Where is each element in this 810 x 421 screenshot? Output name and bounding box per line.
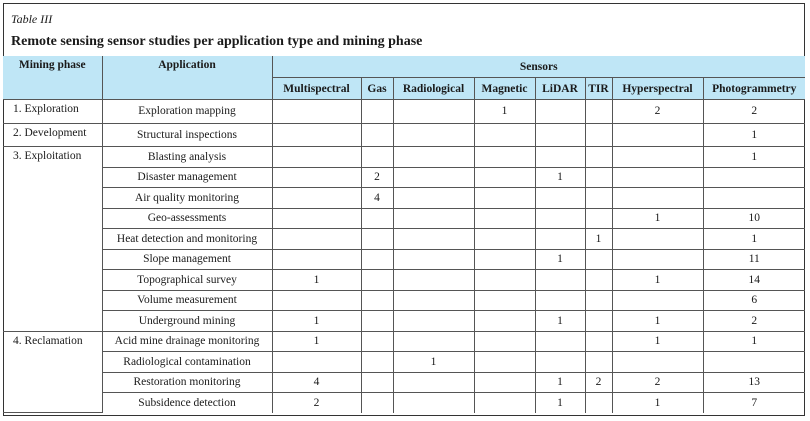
count-cell-radiological: [393, 372, 474, 393]
count-cell-multispectral: [272, 249, 361, 270]
count-cell-radiological: [393, 331, 474, 352]
count-cell-hyperspectral: [612, 290, 703, 311]
count-cell-photogrammetry: 14: [703, 270, 805, 291]
header-sensor-photogrammetry: Photogrammetry: [703, 78, 805, 100]
header-sensor-multispectral: Multispectral: [272, 78, 361, 100]
count-cell-lidar: 1: [535, 372, 585, 393]
count-cell-lidar: [535, 229, 585, 250]
count-cell-multispectral: [272, 290, 361, 311]
count-cell-tir: [585, 311, 612, 332]
count-cell-gas: [361, 123, 393, 147]
table-row: [3, 147, 805, 168]
count-cell-gas: [361, 393, 393, 413]
count-cell-gas: [361, 208, 393, 229]
count-cell-hyperspectral: 1: [612, 393, 703, 413]
count-cell-magnetic: [474, 331, 535, 352]
application-cell: Underground mining: [102, 311, 272, 332]
count-cell-magnetic: [474, 167, 535, 188]
mining-phase-cell: 2. Development: [3, 123, 102, 147]
count-cell-gas: [361, 249, 393, 270]
count-cell-hyperspectral: 1: [612, 331, 703, 352]
count-cell-radiological: [393, 188, 474, 209]
mining-phase-cell: 4. Reclamation: [3, 331, 102, 413]
count-cell-photogrammetry: [703, 167, 805, 188]
header-sensor-radiological: Radiological: [393, 78, 474, 100]
count-cell-lidar: [535, 147, 585, 168]
application-cell: Geo-assessments: [102, 208, 272, 229]
table-row: [3, 208, 805, 229]
table-row: [3, 393, 805, 413]
count-cell-magnetic: [474, 147, 535, 168]
count-cell-hyperspectral: [612, 123, 703, 147]
table-row: [3, 372, 805, 393]
count-cell-hyperspectral: [612, 167, 703, 188]
table-row: [3, 352, 805, 373]
sensor-studies-table: [3, 56, 805, 413]
count-cell-tir: [585, 188, 612, 209]
header-sensor-gas: Gas: [361, 78, 393, 100]
application-cell: Subsidence detection: [102, 393, 272, 413]
header-sensor-lidar: LiDAR: [535, 78, 585, 100]
application-cell: Restoration monitoring: [102, 372, 272, 393]
count-cell-radiological: [393, 393, 474, 413]
count-cell-magnetic: [474, 393, 535, 413]
count-cell-magnetic: [474, 311, 535, 332]
count-cell-gas: [361, 331, 393, 352]
count-cell-gas: [361, 270, 393, 291]
count-cell-gas: [361, 372, 393, 393]
count-cell-hyperspectral: 2: [612, 100, 703, 124]
count-cell-radiological: [393, 147, 474, 168]
count-cell-radiological: [393, 249, 474, 270]
count-cell-lidar: [535, 123, 585, 147]
count-cell-tir: [585, 270, 612, 291]
count-cell-photogrammetry: 1: [703, 229, 805, 250]
count-cell-magnetic: [474, 290, 535, 311]
count-cell-lidar: [535, 290, 585, 311]
header-row-1: [3, 56, 805, 78]
count-cell-photogrammetry: 1: [703, 331, 805, 352]
application-cell: Heat detection and monitoring: [102, 229, 272, 250]
count-cell-radiological: 1: [393, 352, 474, 373]
count-cell-tir: [585, 393, 612, 413]
count-cell-multispectral: [272, 147, 361, 168]
count-cell-radiological: [393, 270, 474, 291]
count-cell-multispectral: [272, 352, 361, 373]
count-cell-radiological: [393, 123, 474, 147]
count-cell-gas: [361, 352, 393, 373]
application-cell: Radiological contamination: [102, 352, 272, 373]
count-cell-tir: [585, 208, 612, 229]
count-cell-magnetic: [474, 123, 535, 147]
count-cell-photogrammetry: 1: [703, 123, 805, 147]
count-cell-radiological: [393, 167, 474, 188]
count-cell-magnetic: [474, 372, 535, 393]
count-cell-lidar: 1: [535, 393, 585, 413]
count-cell-tir: 1: [585, 229, 612, 250]
application-cell: Volume measurement: [102, 290, 272, 311]
count-cell-radiological: [393, 290, 474, 311]
count-cell-hyperspectral: 2: [612, 372, 703, 393]
count-cell-radiological: [393, 311, 474, 332]
count-cell-hyperspectral: [612, 352, 703, 373]
table-row: [3, 167, 805, 188]
count-cell-tir: [585, 331, 612, 352]
table-row: [3, 188, 805, 209]
count-cell-magnetic: 1: [474, 100, 535, 124]
header-application: Application: [102, 56, 272, 100]
count-cell-magnetic: [474, 249, 535, 270]
count-cell-lidar: [535, 188, 585, 209]
count-cell-hyperspectral: [612, 188, 703, 209]
count-cell-tir: [585, 123, 612, 147]
count-cell-magnetic: [474, 229, 535, 250]
count-cell-radiological: [393, 208, 474, 229]
count-cell-lidar: 1: [535, 167, 585, 188]
application-cell: Slope management: [102, 249, 272, 270]
application-cell: Exploration mapping: [102, 100, 272, 124]
count-cell-gas: [361, 100, 393, 124]
count-cell-radiological: [393, 100, 474, 124]
count-cell-tir: [585, 167, 612, 188]
count-cell-gas: [361, 311, 393, 332]
header-sensor-magnetic: Magnetic: [474, 78, 535, 100]
count-cell-lidar: [535, 100, 585, 124]
count-cell-magnetic: [474, 270, 535, 291]
table-row: [3, 100, 805, 124]
count-cell-photogrammetry: 1: [703, 147, 805, 168]
count-cell-multispectral: 4: [272, 372, 361, 393]
table-title: Remote sensing sensor studies per application type and mining phase: [11, 34, 423, 49]
count-cell-multispectral: 1: [272, 331, 361, 352]
count-cell-multispectral: 1: [272, 311, 361, 332]
count-cell-photogrammetry: [703, 188, 805, 209]
count-cell-multispectral: 1: [272, 270, 361, 291]
count-cell-hyperspectral: [612, 249, 703, 270]
table-row: [3, 331, 805, 352]
count-cell-lidar: [535, 331, 585, 352]
application-cell: Disaster management: [102, 167, 272, 188]
count-cell-tir: [585, 249, 612, 270]
count-cell-lidar: [535, 352, 585, 373]
count-cell-multispectral: [272, 167, 361, 188]
count-cell-photogrammetry: [703, 352, 805, 373]
count-cell-lidar: [535, 208, 585, 229]
header-mining-phase: Mining phase: [3, 56, 102, 100]
count-cell-hyperspectral: [612, 229, 703, 250]
count-cell-gas: [361, 147, 393, 168]
table-row: [3, 229, 805, 250]
table-label: Table III: [11, 12, 53, 26]
count-cell-multispectral: [272, 208, 361, 229]
count-cell-hyperspectral: 1: [612, 270, 703, 291]
count-cell-photogrammetry: 6: [703, 290, 805, 311]
count-cell-hyperspectral: 1: [612, 311, 703, 332]
application-cell: Blasting analysis: [102, 147, 272, 168]
table-row: [3, 290, 805, 311]
count-cell-lidar: 1: [535, 311, 585, 332]
count-cell-photogrammetry: 10: [703, 208, 805, 229]
header-sensors: Sensors: [272, 56, 805, 78]
count-cell-gas: [361, 229, 393, 250]
count-cell-multispectral: [272, 123, 361, 147]
count-cell-gas: [361, 290, 393, 311]
table-row: [3, 249, 805, 270]
count-cell-hyperspectral: 1: [612, 208, 703, 229]
count-cell-tir: [585, 147, 612, 168]
count-cell-lidar: [535, 270, 585, 291]
count-cell-photogrammetry: 2: [703, 311, 805, 332]
application-cell: Air quality monitoring: [102, 188, 272, 209]
mining-phase-cell: 1. Exploration: [3, 100, 102, 124]
application-cell: Acid mine drainage monitoring: [102, 331, 272, 352]
count-cell-magnetic: [474, 352, 535, 373]
count-cell-tir: [585, 100, 612, 124]
table-row: [3, 270, 805, 291]
count-cell-radiological: [393, 229, 474, 250]
table-row: [3, 311, 805, 332]
count-cell-magnetic: [474, 208, 535, 229]
count-cell-magnetic: [474, 188, 535, 209]
count-cell-gas: 4: [361, 188, 393, 209]
count-cell-tir: [585, 352, 612, 373]
count-cell-multispectral: [272, 229, 361, 250]
table-body: [3, 100, 805, 413]
count-cell-multispectral: [272, 100, 361, 124]
count-cell-tir: 2: [585, 372, 612, 393]
application-cell: Topographical survey: [102, 270, 272, 291]
header-sensor-hyperspectral: Hyperspectral: [612, 78, 703, 100]
count-cell-photogrammetry: 7: [703, 393, 805, 413]
table-row: [3, 123, 805, 147]
header-sensor-tir: TIR: [585, 78, 612, 100]
application-cell: Structural inspections: [102, 123, 272, 147]
count-cell-multispectral: 2: [272, 393, 361, 413]
count-cell-multispectral: [272, 188, 361, 209]
count-cell-hyperspectral: [612, 147, 703, 168]
count-cell-photogrammetry: 11: [703, 249, 805, 270]
count-cell-tir: [585, 290, 612, 311]
count-cell-gas: 2: [361, 167, 393, 188]
count-cell-photogrammetry: 2: [703, 100, 805, 124]
mining-phase-cell: 3. Exploitation: [3, 147, 102, 332]
count-cell-photogrammetry: 13: [703, 372, 805, 393]
count-cell-lidar: 1: [535, 249, 585, 270]
